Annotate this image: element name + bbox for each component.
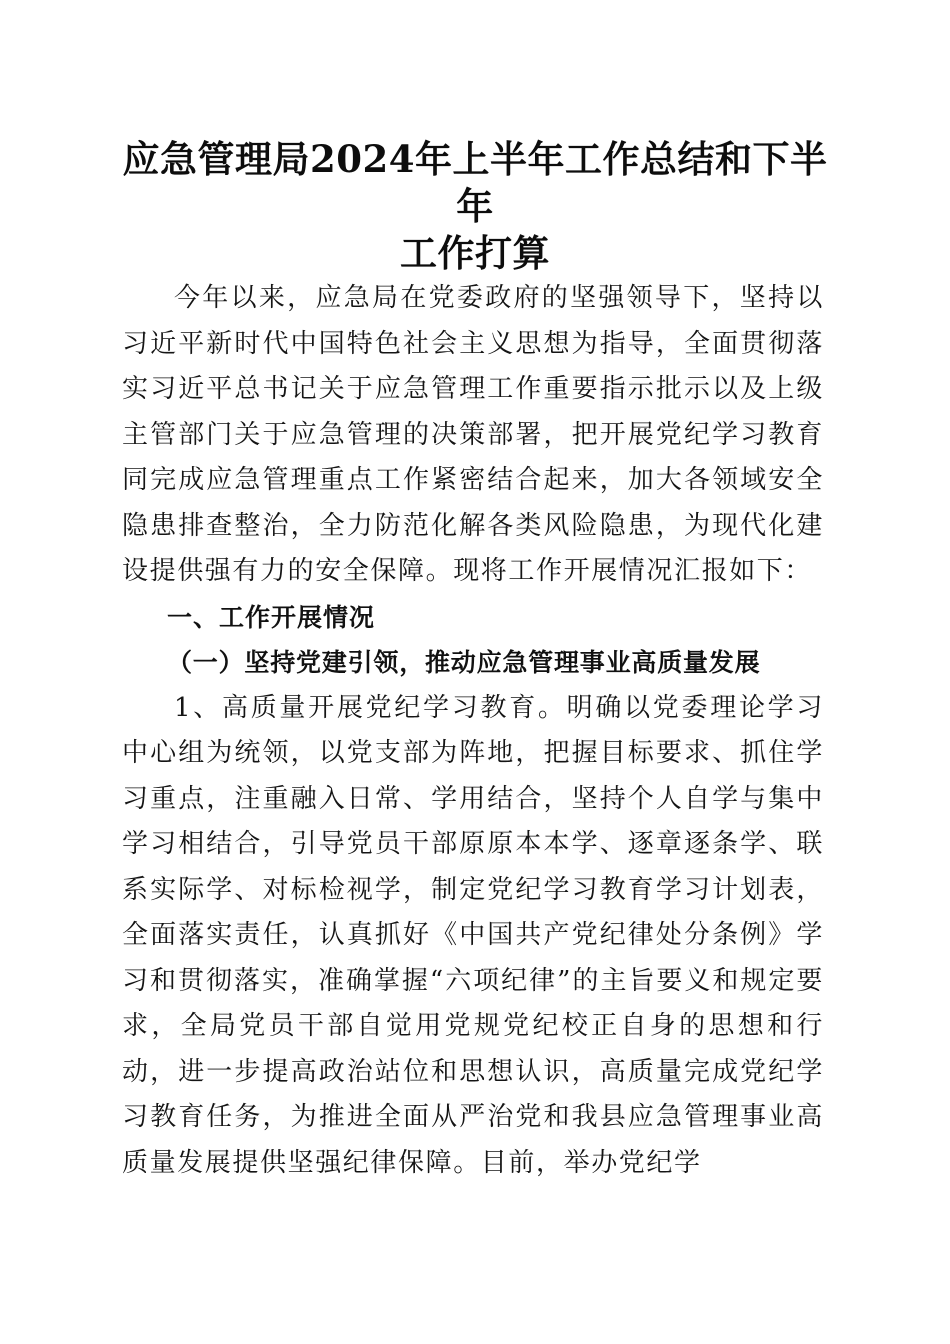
document-title <box>110 136 840 277</box>
document-body <box>122 276 824 1186</box>
subsection-heading-1: （一）坚持党建引领，推动应急管理事业高质量发展 <box>167 648 761 677</box>
item-paragraph-1: 1、高质量开展党纪学习教育。明确以党委理论学习中心组为统领，以党支部为阵地，把握目标要求、抓住学习重点，注重融入日常、学用结合，坚持个人自学与集中学习相结合，引导党员干部原原本本学、逐章逐条学、联系实际学、对标检视学，制定党纪学习教育学习计划表，全面落实责任，认真抓好《中国共产党纪律处分条例》学习和贯彻落实，准确掌握“六项纪律”的主旨要义和规定要求，全局党员干部自觉用党规党纪校正自身的思想和行动，进一步提高政治站位和思想认识，高质量完成党纪学习教育任务，为推进全面从严治党和我县应急管理事业高质量发展提供坚强纪律保障。目前，举办党纪学 <box>122 692 824 1178</box>
section-heading-1: 一、工作开展情况 <box>167 602 376 632</box>
title-line-1: 应急管理局2024年上半年工作总结和下半年 <box>122 137 828 228</box>
intro-paragraph: 今年以来，应急局在党委政府的坚强领导下，坚持以习近平新时代中国特色社会主义思想为指导，全面贯彻落实习近平总书记关于应急管理工作重要指示批示以及上级主管部门关于应急管理的决策部署，把开展党纪学习教育同完成应急管理重点工作紧密结合起来，加大各领域安全隐患排查整治，全力防范化解各类风险隐患，为现代化建设提供强有力的安全保障。现将工作开展情况汇报如下： <box>122 283 824 586</box>
title-line-2: 工作打算 <box>400 231 550 275</box>
